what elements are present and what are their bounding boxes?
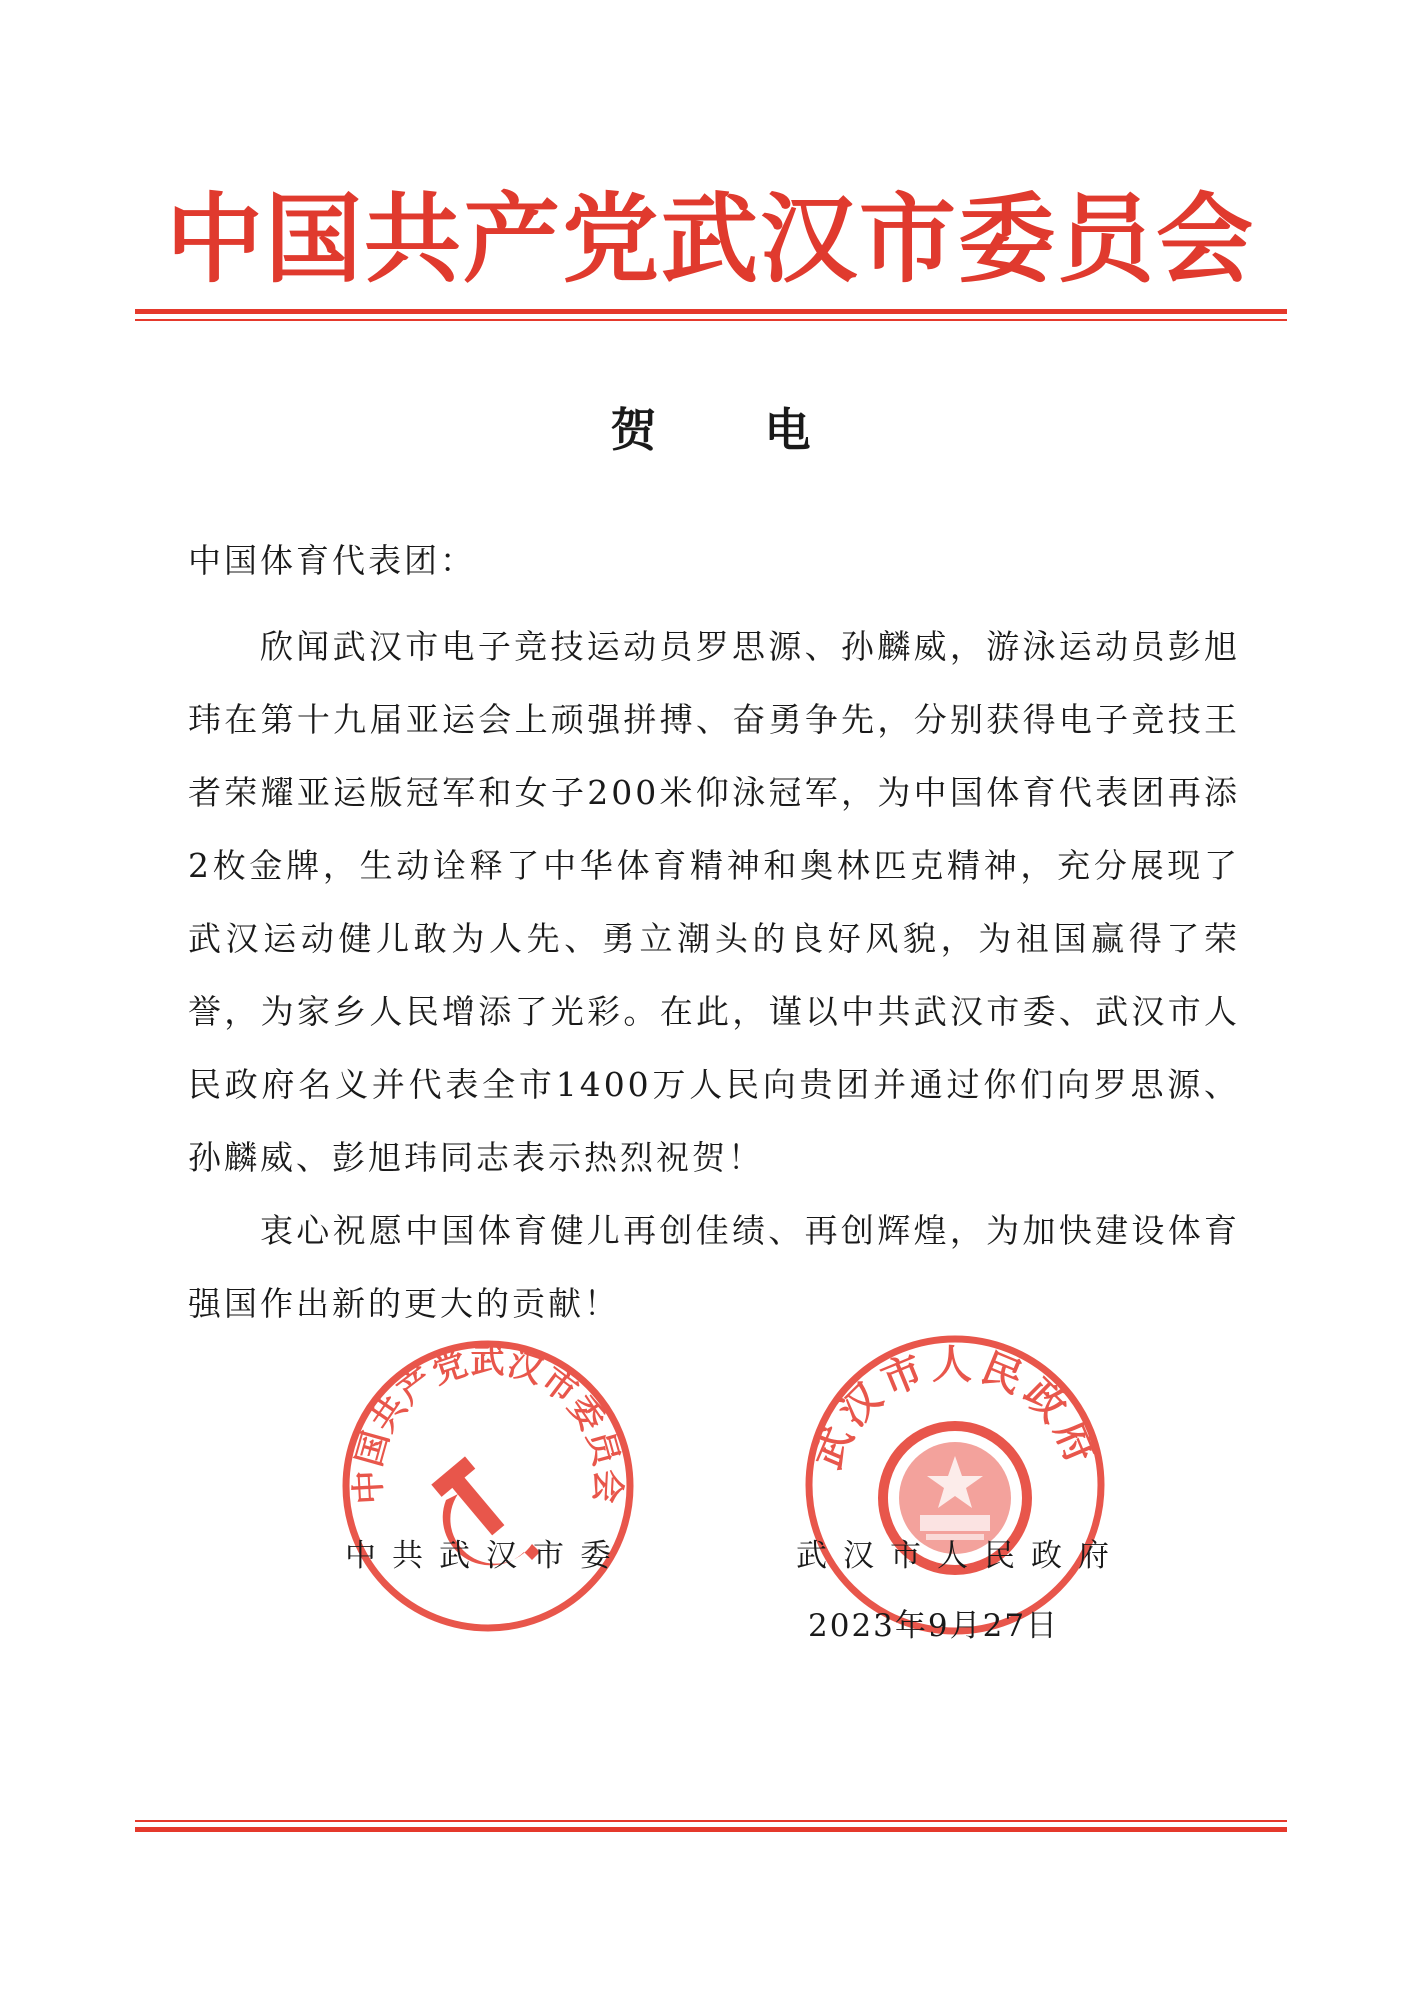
- header-rule-thin: [135, 319, 1287, 321]
- gov-seal-text: 武汉市人民政府: [804, 1342, 1106, 1476]
- footer-rule-thin: [135, 1820, 1287, 1822]
- footer-rule-thick: [135, 1827, 1287, 1832]
- signing-date: 2023年9月27日: [808, 1608, 1060, 1644]
- party-committee-seal: [338, 1336, 638, 1636]
- document-title: 贺 电: [610, 403, 857, 457]
- header-rule-thick: [135, 309, 1287, 314]
- government-seal: [800, 1330, 1110, 1640]
- masthead-title: 中国共产党武汉市委员会: [166, 183, 1255, 296]
- signer-municipal-government: 武汉市人民政府: [796, 1538, 1125, 1574]
- signer-party-committee: 中共武汉市委: [345, 1538, 627, 1574]
- salutation: 中国体育代表团：: [188, 541, 476, 580]
- svg-text:中国共产党武汉市委员会: [348, 1342, 627, 1506]
- party-seal-text: 中国共产党武汉市委员会: [348, 1341, 628, 1506]
- letter-body: [188, 610, 1240, 1340]
- body-paragraph-2: 衷心祝愿中国体育健儿再创佳绩、再创辉煌，为加快建设体育强国作出新的更大的贡献！: [188, 1211, 1240, 1323]
- body-paragraph-1: 欣闻武汉市电子竞技运动员罗思源、孙麟威，游泳运动员彭旭玮在第十九届亚运会上顽强拼搏、奋勇争先，分别获得电子竞技王者荣耀亚运版冠军和女子200米仰泳冠军，为中国体育代表团再添2枚金牌，生动诠释了中华体育精神和奥林匹克精神，充分展现了武汉运动健儿敢为人先、勇立潮头的良好风貌，为祖国赢得了荣誉，为家乡人民增添了光彩。在此，谨以中共武汉市委、武汉市人民政府名义并代表全市1400万人民向贵团并通过你们向罗思源、孙麟威、彭旭玮同志表示热烈祝贺！: [188, 627, 1240, 1177]
